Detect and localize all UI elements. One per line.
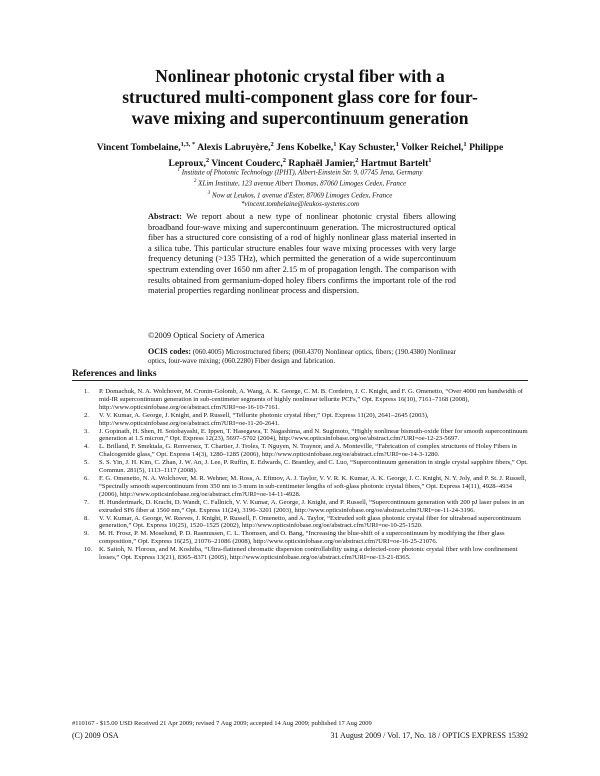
abstract-text: We report about a new type of nonlinear photonic crystal fibers allowing broadband four-wave mixing and supercontinuum generation. The microstructured optical fiber has a structured core consisting of a rod of highly nonlinear glass material inserted in a silica tube. This particular structure enables four wave mixing processes with very large frequency detuning (>135 THz), which permitted the generation of a wide supercontinuum spectrum extending over 1650 nm after 2.15 m of propagation length. The comparison with results obtained from germanium-doped holey fibers confirms the important role of the rod material properties regarding nonlinear process and dispersion. (148, 212, 456, 296)
author: Raphaël Jamier,$^2$ (288, 157, 359, 170)
author: Philippe Leproux,$^2$ (168, 142, 504, 170)
author: Kay Schuster,$^1$ (338, 141, 399, 154)
reference-item: 5. S. S. Yin, J. H. Kim, C. Zhan, J. W. An, J. Lee, P. Ruffin, E. Edwards, C. Brantley, and C. Luo, “Supercontinuum generation in single crystal sapphire fibers,” Opt. Commun. 281(5), 1113–1117 (2008). (84, 459, 528, 475)
paper-title (95, 66, 505, 129)
author: Vincent Tombelaine,$^{1,3, *}$ (96, 141, 196, 154)
reference-item: 1. P. Domachuk, N. A. Wolchover, M. Cronin-Golomb, A. Wang, A. K. George, C. M. B. Cordeiro, J. C. Knight, and F. G. Omenetto, “Over 4000 nm bandwidth of mid-IR supercontinuum generation in sub-centimeter segments of highly nonlinear tellurite PCFs,” Opt. Express 16(10), 7161–7168 (2008), http://www.opticsinfobase.org/oe/abstract.cfm?URI=oe-16-10-7161. (84, 388, 523, 411)
affiliation: $^2$ XLim Institute, 123 avenue Albert Thomas, 87060 Limoges Cedex, France (193, 179, 407, 188)
ocis-label: OCIS codes: (148, 347, 192, 356)
affiliation: $^1$ Institute of Photonic Technology (IPHT), Albert-Einstein Str. 9, 07745 Jena, Germany (177, 168, 423, 177)
reference-list (72, 388, 528, 562)
reference-item: 2. V. V. Kumar, A. George, J. Knight, and P. Russell, “Tellurite photonic crystal fiber,” Opt. Express 11(20), 2641–2645 (2003), http://www.opticsinfobase.org/oe/abstract.cfm?URI=oe-11-20-2641. (84, 411, 429, 427)
reference-item: 9. M. H. Frosz, P. M. Moselund, P. D. Rasmussen, C. L. Thomsen, and O. Bang, “Increasing the blue-shift of a supercontinuum by modifying the fiber glass composition,” Opt. Express 16(25), 21076–21086 (2008), http://www.opticsinfobase.org/oe/abstract.cfm?URI=oe-16-25-21076. (84, 530, 505, 546)
references-heading: References and links (72, 368, 157, 379)
ocis-text: (060.4005) Microstructured fibers; (060.4370) Nonlinear optics, fibers; (190.4380) Nonlinear optics, four-wave mixing; (060.2280) Fiber design and fabrication. (148, 348, 456, 366)
abstract-label: Abstract: (148, 212, 182, 221)
title-line: Nonlinear photonic crystal fiber with a (155, 66, 445, 86)
reference-item: 7. H. Hundertmark, D. Kracht, D. Wandt, C. Fallnich, V. V. Kumar, A. George, J. Knight, and P. Russell, “Supercontinuum generation with 200 pJ laser pulses in an extruded SF6 fiber at 1560 nm,” Opt. Express 11(24), 3196–3201 (2003), http://www.opticsinfobase.org/oe/abstract.cfm?URI=oe-11-24-3196. (84, 498, 525, 514)
reference-item: 4. L. Brilland, F. Smektala, G. Renversez, T. Chartier, J. Troles, T. Nguyen, N. Traynor, and A. Monteville, “Fabrication of complex structures of Holey Fibers in Chalcogenide glass,” Opt. Express 14(3), 1280–1285 (2006), http://www.opticsinfobase.org/oe/abstract.cfm?URI=oe-14-3-1280. (84, 443, 517, 459)
abstract (148, 212, 456, 297)
title-line: wave mixing and supercontinuum generation (131, 108, 469, 128)
affiliation-list (90, 166, 510, 209)
corresponding-email[interactable]: *vincent.tombelaine@leukos-systems.com (240, 199, 359, 208)
copyright-notice: ©2009 Optical Society of America (148, 331, 265, 340)
title-line: structured multi-component glass core for four- (122, 87, 478, 107)
affiliation: $^3$ Now at Leukos, 1 avenue d'Ester, 87069 Limoges Cedex, France (207, 190, 393, 199)
section-divider (72, 380, 528, 381)
reference-item: 3. J. Gopinath, H. Shen, H. Sotobayashi, E. Ippen, T. Hasegawa, T. Nagashima, and N. Sugimoto, “Highly nonlinear bismuth-oxide fiber for smooth supercontinuum generation at 1.5 micron,” Opt. Express 12(23), 5697–5702 (2004), http://www.opticsinfobase.org/oe/abstract.cfm?URI=oe-12-23-5697. (84, 427, 528, 443)
author: Volker Reichel,$^1$ (401, 141, 467, 154)
submission-history: #110167 - $15.00 USD Received 21 Apr 2009; revised 7 Aug 2009; accepted 14 Aug 2009; published 17 Aug 2009 (72, 720, 372, 727)
author: Hartmut Bartelt$^1$ (360, 157, 432, 170)
author: Vincent Couderc,$^2$ (211, 157, 287, 170)
footer-copyright: (C) 2009 OSA (72, 731, 119, 740)
author: Alexis Labruyère,$^2$ (197, 141, 274, 154)
ocis-codes (148, 347, 456, 366)
reference-item: 8. V. V. Kumar, A. George, W. Reeves, J. Knight, P. Russell, F. Omenetto, and A. Taylor, “Extruded soft glass photonic crystal fiber for ultrabroad supercontinuum generation,” Opt. Express 10(25), 1520–1525 (2002), http://www.opticsinfobase.org/oe/abstract.cfm?URI=oe-10-25-1520. (84, 514, 521, 530)
reference-item: 6. F. G. Omenetto, N. A. Wolchover, M. R. Wehner, M. Ross, A. Efimov, A. J. Taylor, V. V. R. K. Kumar, A. K. George, J. C. Knight, N. Y. Joly, and P. St. J. Russell, “Spectrally smooth supercontinuum from 350 nm to 3 mum in sub-centimeter lengths of soft-glass photonic crystal fibers,” Opt. Express 14(11), 4928–4934 (2006), http://www.opticsinfobase.org/oe/abstract.cfm?URI=oe-14-11-4928. (84, 474, 527, 498)
journal-citation: 31 August 2009 / Vol. 17, No. 18 / OPTICS EXPRESS 15392 (330, 731, 528, 740)
author: Jens Kobelke,$^1$ (276, 141, 337, 154)
reference-item: 10. K. Saitoh, N. Florous, and M. Koshiba, “Ultra-flattened chromatic dispersion controllability using a defected-core photonic crystal fiber with low confinement losses,” Opt. Express 13(21), 8365–8371 (2005), http://www.opticsinfobase.org/oe/abstract.cfm?URI=oe-13-21-8365. (84, 546, 518, 562)
